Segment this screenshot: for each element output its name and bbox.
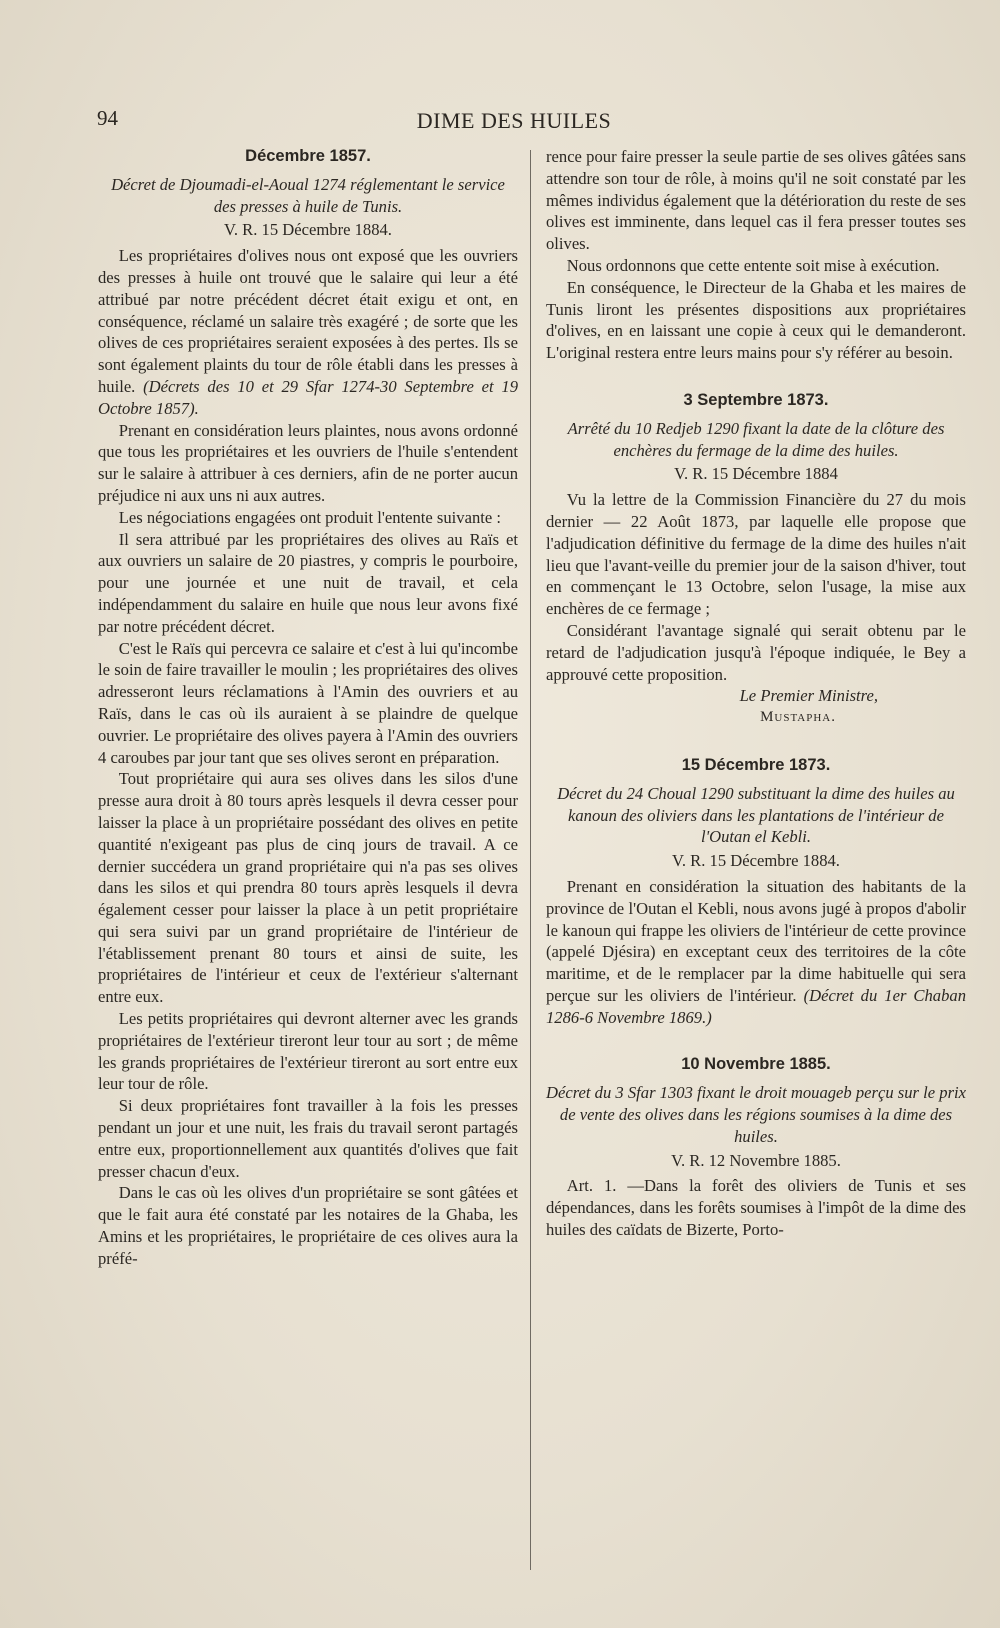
right-column	[546, 146, 966, 1241]
decree-title: Décret du 3 Sfar 1303 fixant le droit mouageb perçu sur le prix de vente des olives dans les régions soumises à la dime des huiles.	[546, 1083, 967, 1146]
paragraph: Considérant l'avantage signalé qui serait obtenu par le retard de l'adjudication jusqu'à l'époque indiquée, le Bey a approuvé cette proposition.	[546, 620, 966, 684]
section-date: Décembre 1857.	[245, 147, 371, 165]
paragraph: Tout propriétaire qui aura ses olives dans les silos d'une presse aura droit à 80 tours après lesquels il devra cesser pour laisser la place à un propriétaire possédant des olives en petite quantité n'exigeant pas plus de cinq jours de travail. A ce dernier succédera un grand propriétaire qui n'a pas ses olives dans les silos et qui prendra 80 tours après lesquels il devra également cesser pour laisser la place à un petit propriétaire qui sera suivi par un grand propriétaire de l'intérieur de l'établissement prenant 80 tours et ainsi de suite, les propriétaires de l'intérieur et ceux de l'extérieur s'alternant entre eux.	[98, 769, 518, 1007]
paragraph: Art. 1. —Dans la forêt des oliviers de Tunis et ses dépendances, dans les forêts soumises à l'impôt de la dime des huiles des caïdats de Bizerte, Porto-	[546, 1176, 966, 1240]
paragraph-text: Prenant en considération la situation des habitants de la province de l'Outan el Kebli, nous avons jugé à propos d'abolir le kanoun qui frappe les oliviers de l'intérieur de cette province (appelé Djésira) en exceptant ceux des territoires de la côte maritime, et de le remplacer par la dime habituelle qui sera perçue sur les oliviers de l'intérieur.	[546, 876, 966, 1005]
paragraph-text: Les propriétaires d'olives nous ont exposé que les ouvriers des presses à huile ont trouvé que le salaire qui leur a été attribué par notre précédent décret était exigu et ont, en conséquence, réclamé un salaire très exagéré ; de sorte que les olives de ces propriétaires seraient exposées à des pertes. Ils se sont également plaints du tour de rôle établi dans les presses à huile.	[98, 246, 518, 396]
decree-title: Arrêté du 10 Redjeb 1290 fixant la date de la clôture des enchères du fermage de la dime des huiles.	[567, 418, 945, 460]
decree-title: Décret de Djoumadi-el-Aoual 1274 réglementant le service des presses à huile de Tunis.	[111, 174, 505, 216]
decree-reference: V. R. 15 Décembre 1884.	[224, 220, 392, 240]
column-divider	[530, 150, 531, 1570]
section-date: 3 Septembre 1873.	[683, 390, 829, 409]
left-column	[98, 146, 518, 1270]
paragraph: Les négociations engagées ont produit l'entente suivante :	[118, 507, 501, 527]
paragraph	[98, 245, 518, 419]
paragraph-continuation: rence pour faire presser la seule partie de ses olives gâtées sans attendre son tour de rôle, à moins qu'il ne soit constaté par les mêmes individus également que la détérioration du reste de ses olives est imminente, dans lequel cas il fera presser toutes ses olives.	[546, 147, 966, 254]
paragraph: Les petits propriétaires qui devront alterner avec les grands propriétaires de l'extérieur tireront leur tour au sort ; de même les grands propriétaires de l'extérieur tireront au sort entre eux leur tour de rôle.	[98, 1009, 518, 1094]
paragraph: C'est le Raïs qui percevra ce salaire et c'est à lui qu'incombe le soin de faire travailler le moulin ; les propriétaires des olives adresseront leurs réclamations à l'Amin des ouvriers et au Raïs, dans le cas où ils auraient à se plaindre de quelque ouvrier. Le propriétaire des olives payera à l'Amin des ouvriers 4 caroubes par jour tant que ses olives seront en préparation.	[98, 638, 518, 767]
running-head: DIME DES HUILES	[416, 108, 612, 133]
paragraph: Nous ordonnons que cette entente soit mise à exécution.	[566, 255, 940, 275]
paragraph: Prenant en considération leurs plaintes, nous avons ordonné que tous les propriétaires et les ouvriers de l'huile s'entendent sur le salaire à attribuer à ces derniers, afin de ne porter aucun préjudice ni aux uns ni aux autres.	[98, 420, 518, 505]
paragraph: Dans le cas où les olives d'un propriétaire se sont gâtées et que le fait aura été constaté par les notaires de la Ghaba, les Amins et les propriétaires, le propriétaire de ces olives aura la préfé-	[98, 1183, 518, 1268]
decree-reference: V. R. 15 Décembre 1884.	[672, 851, 840, 871]
section-date: 10 Novembre 1885.	[681, 1055, 831, 1074]
paragraph	[546, 876, 966, 1029]
citation: (Décret du 1er Chaban 1286-6 Novembre 1869.)	[546, 985, 966, 1027]
decree-reference: V. R. 12 Novembre 1885.	[671, 1150, 841, 1170]
paragraph: Vu la lettre de la Commission Financière du 27 du mois dernier — 22 Août 1873, par laquelle elle propose que l'adjudication définitive du fermage de la dime des huiles n'ait lieu que l'avant-veille du premier jour de la saison d'hiver, tout en commençant le 13 Octobre, selon l'usage, la mise aux enchères de ce fermage ;	[546, 490, 966, 619]
page-number: 94	[97, 106, 118, 130]
decree-title: Décret du 24 Choual 1290 substituant la dime des huiles au kanoun des oliviers dans les plantations de l'intérieur de l'Outan el Kebli.	[557, 783, 955, 847]
paragraph: Si deux propriétaires font travailler à la fois les presses pendant un jour et une nuit, les frais du travail seront partagés entre eux, proportionnellement aux quantités d'olives que fait presser chacun d'eux.	[98, 1096, 518, 1181]
decree-reference: V. R. 15 Décembre 1884	[674, 464, 838, 484]
paragraph: Il sera attribué par les propriétaires des olives au Raïs et aux ouvriers un salaire de 20 piastres, y compris le pourboire, pour une journée et une nuit de travail, et cela indépendamment du salaire en huile que nous leur avons fixé par notre précédent décret.	[98, 529, 518, 636]
section-date: 15 Décembre 1873.	[681, 755, 831, 774]
paragraph: En conséquence, le Directeur de la Ghaba et les maires de Tunis liront les présentes dispositions aux propriétaires d'olives, en en laissant une copie à ceux qui le demanderont. L'original restera entre leurs mains pour s'y référer au besoin.	[546, 277, 966, 363]
signature-name: Mustapha.	[760, 709, 836, 726]
citation: (Décrets des 10 et 29 Sfar 1274-30 Septembre et 19 Octobre 1857).	[98, 376, 518, 418]
signature-title: Le Premier Ministre,	[739, 686, 878, 706]
